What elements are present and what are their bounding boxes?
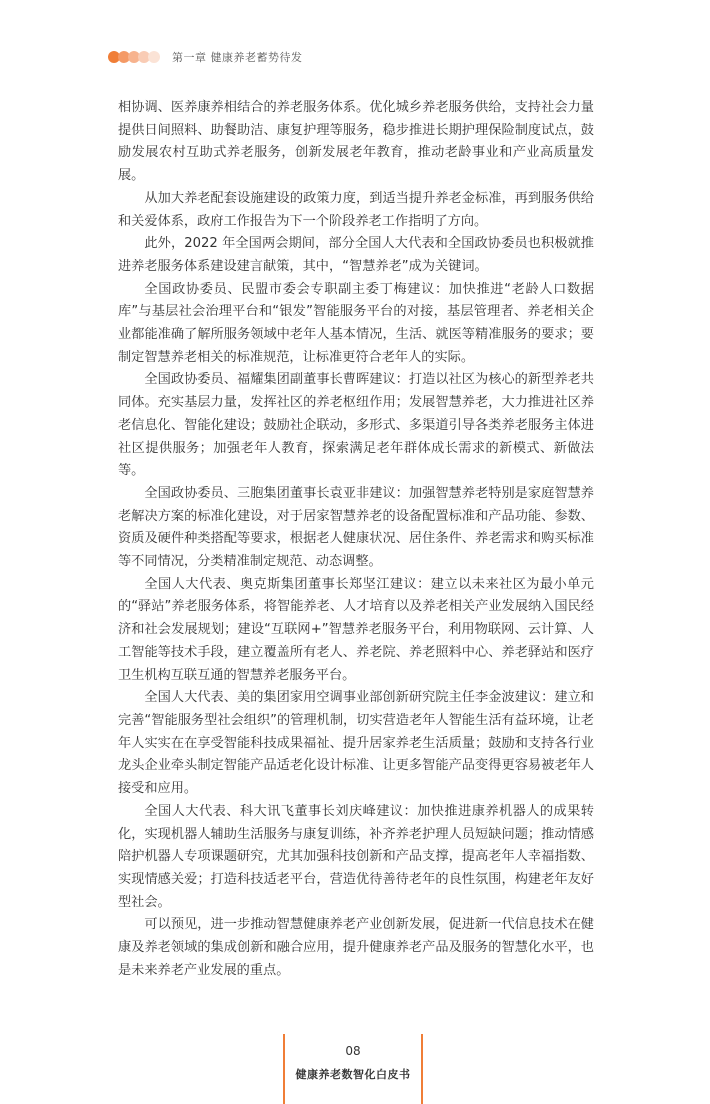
header-dots-icon [108,50,166,64]
paragraph: 从加大养老配套设施建设的政策力度，到适当提升养老金标准，再到服务供给和关爱体系，政府工作报告为下一个阶段养老工作指明了方向。 [118,190,594,229]
paragraph: 此外，2022 年全国两会期间，部分全国人大代表和全国政协委员也积极就推进养老服务体系建设建言献策，其中，“智慧养老”成为关键词。 [118,236,594,274]
paragraph: 全国政协委员、三胞集团董事长袁亚非建议：加强智慧养老特别是家庭智慧养老解决方案的标准化建设，对于居家智慧养老的设备配置标准和产品功能、参数、资质及硬件种类搭配等要求，根据老人健康状况、居住条件、养老需求和购买标准等不同情况，分类精准制定规范、动态调整。 [118,485,594,570]
paragraph: 可以预见，进一步推动智慧健康养老产业创新发展，促进新一代信息技术在健康及养老领域的集成创新和融合应用，提升健康养老产品及服务的智慧化水平，也是未来养老产业发展的重点。 [118,917,594,978]
header-dot [148,51,160,63]
paragraph: 全国人大代表、科大讯飞董事长刘庆峰建议：加快推进康养机器人的成果转化，实现机器人辅助生活服务与康复训练，补齐养老护理人员短缺问题；推动情感陪护机器人专项课题研究，尤其加强科技创新和产品支撑，提高老年人幸福指数、实现情感关爱；打造科技适老平台，营造优待善待老年的良性氛围，构建老年友好型社会。 [118,803,594,910]
page-header [108,49,303,65]
paragraph: 全国政协委员、福耀集团副董事长曹晖建议：打造以社区为核心的新型养老共同体。充实基层力量，发挥社区的养老枢纽作用；发展智慧养老，大力推进社区养老信息化、智能化建设；鼓励社企联动，多形式、多渠道引导各类养老服务主体进社区提供服务；加强老年人教育，探索满足老年群体成长需求的新模式、新做法等。 [118,372,594,479]
book-title: 健康养老数智化白皮书 [295,1068,411,1081]
body-text [118,97,594,982]
paragraph: 全国政协委员、民盟市委会专职副主委丁梅建议：加快推进“老龄人口数据库”与基层社会治理平台和“银发”智能服务平台的对接，基层管理者、养老相关企业都能准确了解所服务领域中老年人基本情况，生活、就医等精准服务的要求；要制定智慧养老相关的标准规范，让标准更符合老年人的实际。 [118,281,594,365]
page-footer [283,1034,423,1104]
paragraph: 全国人大代表、美的集团家用空调事业部创新研究院主任李金波建议：建立和完善“智能服务型社会组织”的管理机制，切实营造老年人智能生活有益环境，让老年人实实在在享受智能科技成果福祉、提升居家养老生活质量；鼓励和支持各行业龙头企业牵头制定智能产品适老化设计标准、让更多智能产品变得更容易被老年人接受和应用。 [118,690,594,797]
chapter-title: 第一章 健康养老蓄势待发 [172,51,303,64]
paragraph: 相协调、医养康养相结合的养老服务体系。优化城乡养老服务供给，支持社会力量提供日间照料、助餐助洁、康复护理等服务，稳步推进长期护理保险制度试点，鼓励发展农村互助式养老服务，创新发展老年教育，推动老龄事业和产业高质量发展。 [118,100,594,184]
paragraph: 全国人大代表、奥克斯集团董事长郑坚江建议：建立以未来社区为最小单元的“驿站”养老服务体系，将智能养老、人才培育以及养老相关产业发展纳入国民经济和社会发展规划；建设“互联网+”智慧养老服务平台，利用物联网、云计算、人工智能等技术手段，建立覆盖所有老人、养老院、养老照料中心、养老驿站和医疗卫生机构互联互通的智慧养老服务平台。 [118,576,594,683]
page-number: 08 [345,1044,361,1058]
